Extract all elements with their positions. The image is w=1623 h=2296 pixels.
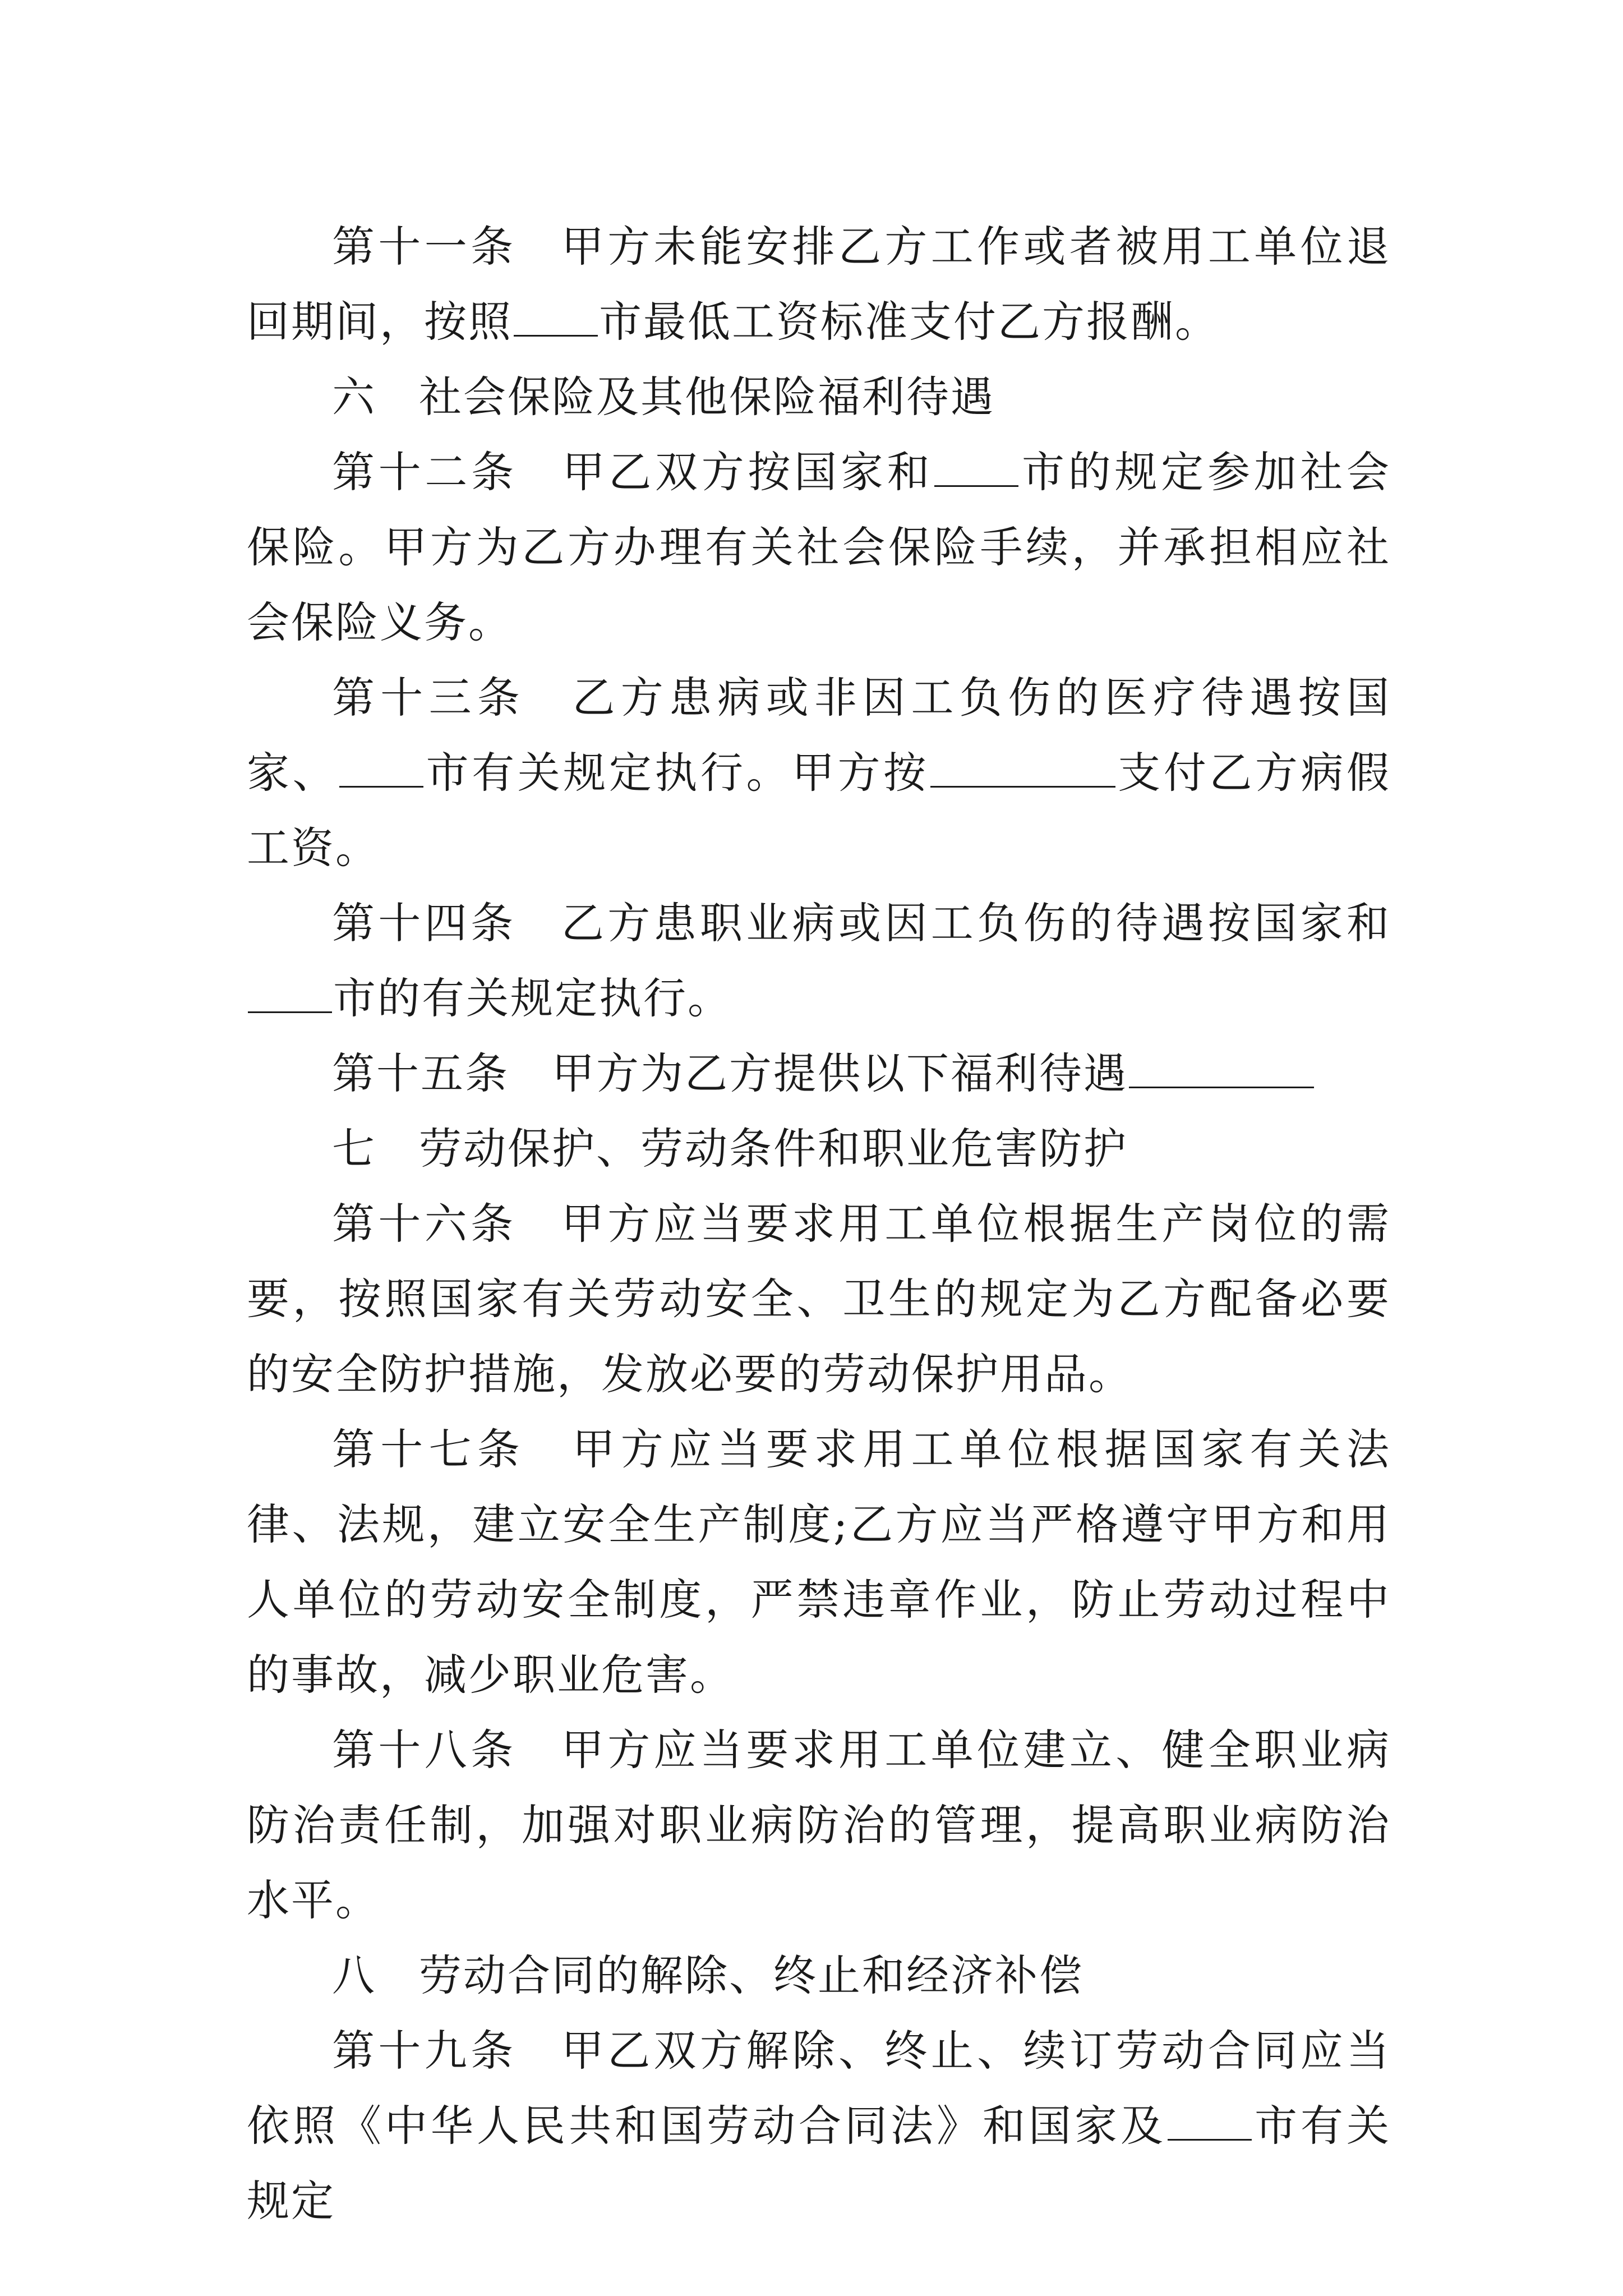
fill-in-blank-line [930,751,1115,788]
paragraph-text: 第十一条 [332,222,517,272]
paragraph-art14 [247,886,1391,1036]
contract-body-text [247,209,1391,2239]
paragraph-text: 甲方应当要求用工单位建立、健全职业病防治责任制，加强对职业病防治的管理，提高职业病防治水平。 [247,1725,1391,1925]
paragraph-text: 第十八条 [332,1725,517,1775]
paragraph-text: 六 [332,372,376,422]
paragraph-text: 甲方未能安排乙方工作或者被用工单位退回期间，按照 [247,222,1391,347]
fill-in-blank-line [934,450,1018,487]
paragraph-text: 乙方患病或非因工负伤的医疗待遇按国家、 [247,673,1391,798]
fill-in-blank-line [514,300,598,337]
paragraph-text: 市的规定参加社会保险。甲方为乙方办理有关社会保险手续，并承担相应社会保险义务。 [247,447,1391,647]
paragraph-text: 市有关规定 [247,2101,1391,2226]
paragraph-text: 乙方患职业病或因工负伤的待遇按国家和 [559,898,1391,948]
paragraph-text: 甲方应当要求用工单位根据国家有关法律、法规，建立安全生产制度;乙方应当严格遵守甲方和用人单位的劳动安全制度，严禁违章作业，防止劳动过程中的事故，减少职业危害。 [247,1424,1391,1700]
paragraph-text: 甲方为乙方提供以下福利待遇 [552,1048,1128,1098]
paragraph-text: 劳动保护、劳动条件和职业危害防护 [419,1124,1128,1174]
paragraph-text: 劳动合同的解除、终止和经济补偿 [419,1950,1083,2000]
fill-in-blank-line [1129,1052,1314,1088]
fill-in-blank-line [1168,2104,1252,2141]
paragraph-text: 七 [332,1124,376,1174]
paragraph-text: 第十四条 [332,898,517,948]
paragraph-text: 甲乙双方解除、终止、续订劳动合同应当依照《中华人民共和国劳动合同法》和国家及 [247,2026,1391,2151]
paragraph-text: 第十五条 [332,1048,509,1098]
paragraph-text: 市的有关规定执行。 [333,973,732,1023]
paragraph-text: 市有关规定执行。甲方按 [425,748,929,798]
paragraph-sec7 [247,1111,1391,1186]
paragraph-art12 [247,435,1391,660]
paragraph-text: 甲方应当要求用工单位根据生产岗位的需要，按照国家有关劳动安全、卫生的规定为乙方配备必要的安全防护措施，发放必要的劳动保护用品。 [247,1199,1391,1399]
paragraph-sec8 [247,1938,1391,2013]
paragraph-art18 [247,1713,1391,1938]
paragraph-text: 甲乙双方按国家和 [560,447,934,497]
paragraph-text: 第十七条 [332,1424,526,1474]
paragraph-art16 [247,1186,1391,1412]
paragraph-text: 第十六条 [332,1199,517,1249]
paragraph-art17 [247,1412,1391,1713]
paragraph-sec6 [247,360,1391,435]
fill-in-blank-line [248,977,332,1013]
fill-in-blank-line [339,751,423,788]
paragraph-art13 [247,660,1391,886]
paragraph-art11 [247,209,1391,360]
paragraph-text: 市最低工资标准支付乙方报酬。 [599,297,1219,347]
paragraph-art19 [247,2013,1391,2239]
paragraph-text: 八 [332,1950,376,2000]
paragraph-text: 支付乙方病假工资。 [247,748,1391,873]
paragraph-text: 第十九条 [332,2026,517,2076]
paragraph-art15 [247,1036,1391,1111]
paragraph-text: 社会保险及其他保险福利待遇 [419,372,995,422]
paragraph-text: 第十二条 [332,447,518,497]
paragraph-text: 第十三条 [332,673,526,723]
